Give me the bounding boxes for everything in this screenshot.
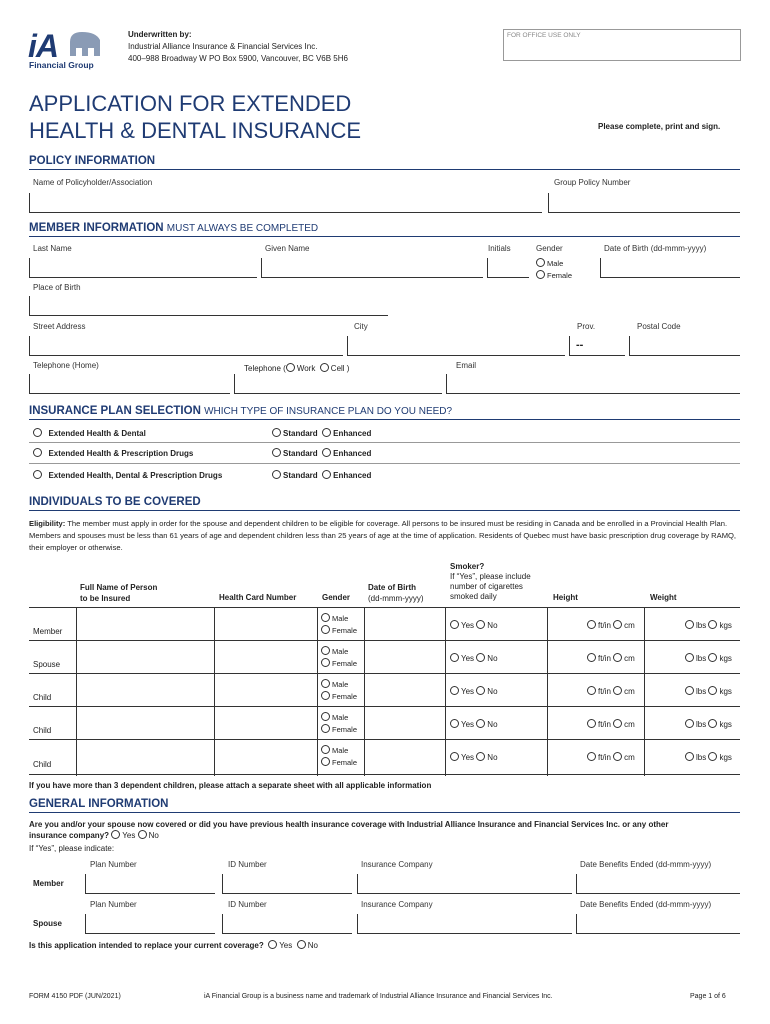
male-label: Male [547,259,564,268]
policyholder-field[interactable] [29,193,542,213]
tel-open-label: Telephone ( [244,364,286,373]
logo-mark: iA [28,28,58,64]
member-id-number-field[interactable] [222,874,352,894]
row-height-units[interactable] [587,719,635,729]
office-use-label: FOR OFFICE USE ONLY [507,32,581,39]
female-label: Female [547,271,573,280]
plan-rule [29,419,740,420]
initials-label: Initials [488,244,511,253]
no-label: No [487,621,498,630]
last-name-field[interactable] [29,258,257,278]
member-gender-female[interactable] [536,270,572,280]
row-label-child: Child [33,726,52,735]
col-name-header [80,582,157,604]
member-row-label: Member [33,879,64,888]
no-radio[interactable] [476,686,485,695]
enhanced-radio[interactable] [322,428,331,437]
col-smoker-line1: Smoker? [450,562,485,571]
female-radio[interactable] [536,270,545,279]
individuals-heading: INDIVIDUALS TO BE COVERED [29,496,201,508]
insurance-company-label: Insurance Company [361,860,433,869]
plan-subheading: WHICH TYPE OF INSURANCE PLAN DO YOU NEED? [204,406,453,417]
yes-radio[interactable] [450,752,459,761]
extra-children-note: If you have more than 3 dependent children, please attach a separate sheet with all applicable information [29,781,432,790]
city-label: City [354,322,368,331]
title-line-2: HEALTH & DENTAL INSURANCE [29,118,362,143]
office-use-box [503,29,741,61]
male-label: Male [332,713,349,722]
coverage-question [29,819,742,841]
work-label: Work [296,364,316,373]
tel-home-field[interactable] [29,374,230,394]
cm-label: cm [624,720,635,729]
male-label: Male [332,614,349,623]
female-radio[interactable] [321,658,330,667]
kgs-label: kgs [719,720,732,729]
ftin-label: ft/in [598,720,611,729]
lbs-label: lbs [696,720,707,729]
policy-rule [29,169,740,170]
row-height-units[interactable] [587,752,635,762]
member-rule [29,236,740,237]
cell-radio[interactable] [320,363,329,372]
spouse-row-label: Spouse [33,919,62,928]
member-date-ended-field[interactable] [576,874,740,894]
yes-radio[interactable] [450,719,459,728]
date-ended-label: Date Benefits Ended (dd-mmm-yyyy) [580,900,712,909]
yes-label: Yes [461,720,475,729]
col-divider [76,608,77,776]
lbs-label: lbs [696,687,707,696]
row-gender[interactable] [321,613,357,637]
row-divider [29,739,740,740]
insurance-company-label: Insurance Company [361,900,433,909]
replace-question-text: Is this application intended to replace your current coverage? [29,941,264,950]
general-heading: GENERAL INFORMATION [29,798,169,810]
given-name-label: Given Name [265,244,310,253]
kgs-radio[interactable] [708,686,717,695]
work-radio[interactable] [286,363,295,372]
plan-option-3-levels[interactable] [272,470,371,480]
spouse-plan-number-field[interactable] [85,914,215,934]
replace-question [29,940,318,950]
replace-no-radio[interactable] [297,940,306,949]
policyholder-label: Name of Policyholder/Association [33,178,153,187]
col-smoker-line3: number of cigarettes [450,582,523,591]
standard-radio[interactable] [272,470,281,479]
dob-label: Date of Birth (dd-mmm-yyyy) [604,244,707,253]
male-radio[interactable] [321,613,330,622]
plan-heading-text: INSURANCE PLAN SELECTION [29,405,201,417]
row-divider [29,706,740,707]
plan-option-1[interactable] [33,428,146,438]
email-label: Email [456,361,477,370]
plan-option-radio[interactable] [33,470,42,479]
row-label-child: Child [33,760,52,769]
col-gender-header: Gender [322,593,351,602]
female-radio[interactable] [321,691,330,700]
standard-radio[interactable] [272,428,281,437]
plan-divider [29,463,740,464]
row-weight-units[interactable] [685,752,732,762]
group-number-label: Group Policy Number [554,178,631,187]
kgs-radio[interactable] [708,719,717,728]
enhanced-radio[interactable] [322,448,331,457]
enhanced-label: Enhanced [333,429,372,438]
no-label: No [487,654,498,663]
female-radio[interactable] [321,757,330,766]
member-insurance-company-field[interactable] [357,874,572,894]
date-ended-label: Date Benefits Ended (dd-mmm-yyyy) [580,860,712,869]
form-number: FORM 4150 PDF (JUN/2021) [29,993,121,1000]
row-divider [29,673,740,674]
member-subheading: MUST ALWAYS BE COMPLETED [166,223,319,234]
cm-label: cm [624,753,635,762]
ftin-label: ft/in [598,753,611,762]
ftin-label: ft/in [598,687,611,696]
replace-yes-radio[interactable] [268,940,277,949]
col-divider [547,608,548,776]
female-label: Female [332,725,358,734]
street-label: Street Address [33,322,86,331]
lbs-radio[interactable] [685,686,694,695]
kgs-label: kgs [719,621,732,630]
row-smoker[interactable] [450,620,498,630]
yes-label: Yes [461,654,475,663]
no-label: No [487,687,498,696]
id-number-label: ID Number [228,900,267,909]
standard-label: Standard [283,449,318,458]
instruction-text: Please complete, print and sign. [598,122,721,131]
member-plan-number-field[interactable] [85,874,215,894]
postal-label: Postal Code [637,322,681,331]
plan-option-label: Extended Health & Prescription Drugs [48,449,194,458]
enhanced-label: Enhanced [333,449,372,458]
male-radio[interactable] [321,712,330,721]
row-gender[interactable] [321,745,357,769]
cm-radio[interactable] [613,653,622,662]
no-radio[interactable] [476,752,485,761]
place-of-birth-field[interactable] [29,296,388,316]
plan-number-label: Plan Number [90,900,137,909]
plan-heading [29,405,452,417]
female-radio[interactable] [321,724,330,733]
standard-label: Standard [283,471,318,480]
cm-radio[interactable] [613,752,622,761]
ftin-radio[interactable] [587,653,596,662]
plan-number-label: Plan Number [90,860,137,869]
female-label: Female [332,659,358,668]
yes-label: Yes [122,831,136,840]
female-label: Female [332,626,358,635]
prov-select[interactable]: -- [569,336,625,356]
lbs-radio[interactable] [685,752,694,761]
general-rule [29,812,740,813]
row-gender[interactable] [321,712,357,736]
underwritten-label: Underwritten by: [128,30,192,39]
id-number-label: ID Number [228,860,267,869]
male-radio[interactable] [536,258,545,267]
yes-radio[interactable] [450,653,459,662]
row-weight-units[interactable] [685,719,732,729]
row-gender[interactable] [321,646,357,670]
plan-option-2[interactable] [33,448,193,458]
email-field[interactable] [446,374,740,394]
member-gender-male[interactable] [536,258,563,268]
col-dob-line1: Date of Birth [368,583,416,592]
row-gender[interactable] [321,679,357,703]
ftin-radio[interactable] [587,752,596,761]
elephant-logo-icon [68,30,102,58]
row-label-spouse: Spouse [33,660,61,669]
policy-heading: POLICY INFORMATION [29,155,156,167]
col-divider [214,608,215,776]
ftin-label: ft/in [598,654,611,663]
street-field[interactable] [29,336,343,356]
given-name-field[interactable] [261,258,483,278]
lbs-radio[interactable] [685,653,694,662]
female-label: Female [332,692,358,701]
cm-radio[interactable] [613,620,622,629]
row-height-units[interactable] [587,620,635,630]
cm-radio[interactable] [613,719,622,728]
col-divider [445,608,446,776]
no-radio[interactable] [476,620,485,629]
kgs-radio[interactable] [708,752,717,761]
tel-other-label [244,363,349,373]
cm-radio[interactable] [613,686,622,695]
col-divider [644,608,645,776]
spouse-date-ended-field[interactable] [576,914,740,934]
col-smoker-line4: smoked daily [450,592,497,601]
lbs-label: lbs [696,753,707,762]
coverage-yes-radio[interactable] [111,830,120,839]
plan-option-label: Extended Health & Dental [48,429,146,438]
plan-option-2-levels[interactable] [272,448,371,458]
yes-label: Yes [461,753,475,762]
kgs-label: kgs [719,654,732,663]
plan-option-3[interactable] [33,470,222,480]
male-radio[interactable] [321,745,330,754]
ftin-radio[interactable] [587,719,596,728]
spouse-insurance-company-field[interactable] [357,914,572,934]
no-radio[interactable] [476,653,485,662]
row-smoker[interactable] [450,686,498,696]
row-divider [29,640,740,641]
coverage-question-line2: insurance company? [29,831,110,840]
standard-label: Standard [283,429,318,438]
no-label: No [487,720,498,729]
row-weight-units[interactable] [685,653,732,663]
col-smoker-header [450,562,531,602]
coverage-no-radio[interactable] [138,830,147,839]
col-divider [317,608,318,776]
col-name-line2: to be Insured [80,594,131,603]
yes-radio[interactable] [450,686,459,695]
logo-subtitle: Financial Group [29,60,94,70]
standard-radio[interactable] [272,448,281,457]
page-number: Page 1 of 6 [690,993,726,1000]
male-label: Male [332,680,349,689]
kgs-radio[interactable] [708,653,717,662]
plan-option-radio[interactable] [33,428,42,437]
col-weight-header: Weight [650,593,677,602]
tel-other-field[interactable] [234,374,442,394]
col-card-header: Health Card Number [219,593,297,602]
row-smoker[interactable] [450,719,498,729]
trademark-note: iA Financial Group is a business name and trademark of Industrial Alliance Insurance and Financial Services Inc. [204,993,553,1000]
page-title [29,90,361,144]
row-weight-units[interactable] [685,620,732,630]
kgs-label: kgs [719,753,732,762]
cm-label: cm [624,654,635,663]
last-name-label: Last Name [33,244,72,253]
col-smoker-line2: If “Yes”, please include [450,572,531,581]
row-label-child: Child [33,693,52,702]
yes-label: Yes [279,941,293,950]
plan-divider [29,442,740,443]
prov-label: Prov. [577,322,596,331]
row-height-units[interactable] [587,686,635,696]
male-radio[interactable] [321,679,330,688]
place-of-birth-label: Place of Birth [33,283,81,292]
ftin-radio[interactable] [587,686,596,695]
row-smoker[interactable] [450,653,498,663]
eligibility-text [29,518,742,554]
tel-home-label: Telephone (Home) [33,361,99,370]
no-radio[interactable] [476,719,485,728]
plan-option-radio[interactable] [33,448,42,457]
male-label: Male [332,647,349,656]
ftin-radio[interactable] [587,620,596,629]
eligibility-label: Eligibility: [29,519,66,528]
col-height-header: Height [553,593,578,602]
col-name-line1: Full Name of Person [80,583,158,592]
no-label: No [148,831,159,840]
initials-field[interactable] [487,258,529,278]
ftin-label: ft/in [598,621,611,630]
postal-field[interactable] [629,336,740,356]
yes-label: Yes [461,687,475,696]
spouse-id-number-field[interactable] [222,914,352,934]
yes-label: Yes [461,621,475,630]
lbs-radio[interactable] [685,719,694,728]
female-label: Female [332,758,358,767]
enhanced-label: Enhanced [333,471,372,480]
female-radio[interactable] [321,625,330,634]
cm-label: cm [624,621,635,630]
row-height-units[interactable] [587,653,635,663]
row-weight-units[interactable] [685,686,732,696]
col-dob-line2: (dd-mmm-yyyy) [368,594,424,603]
member-heading [29,222,318,234]
individuals-rule [29,510,740,511]
row-label-member: Member [33,627,63,636]
yes-radio[interactable] [450,620,459,629]
gender-label: Gender [536,244,563,253]
kgs-radio[interactable] [708,620,717,629]
if-yes-label: If “Yes”, please indicate: [29,844,115,853]
male-radio[interactable] [321,646,330,655]
plan-option-1-levels[interactable] [272,428,371,438]
enhanced-radio[interactable] [322,470,331,479]
eligibility-body: The member must apply in order for the spouse and dependent children to be eligible for coverage. All persons to be insured must be residing in Canada and be enrolled in a Provincial Health Plan. Members and spouses must be less than 61 years of age and dependent children less than 25 years of age at the time of application. Residents of Quebec must have basic prescription drug coverage by RAMQ, their employer or otherwise. [29,519,737,552]
col-divider [364,608,365,776]
row-smoker[interactable] [450,752,498,762]
title-line-1: APPLICATION FOR EXTENDED [29,91,352,116]
plan-option-label: Extended Health, Dental & Prescription Drugs [48,471,223,480]
col-dob-header [368,582,424,604]
lbs-label: lbs [696,621,707,630]
dob-field[interactable] [600,258,740,278]
lbs-label: lbs [696,654,707,663]
company-name: Industrial Alliance Insurance & Financial Services Inc. [128,42,318,51]
lbs-radio[interactable] [685,620,694,629]
cell-label: Cell ) [330,364,350,373]
member-heading-text: MEMBER INFORMATION [29,222,164,234]
male-label: Male [332,746,349,755]
coverage-question-line1: Are you and/or your spouse now covered or did you have previous health insurance coverage with Industrial Alliance Insurance and Financial Services Inc. or any other [29,820,669,829]
cm-label: cm [624,687,635,696]
city-field[interactable] [347,336,565,356]
company-address: 400–988 Broadway W PO Box 5900, Vancouver, BC V6B 5H6 [128,54,348,63]
no-label: No [487,753,498,762]
no-label: No [307,941,318,950]
kgs-label: kgs [719,687,732,696]
group-number-field[interactable] [548,193,740,213]
